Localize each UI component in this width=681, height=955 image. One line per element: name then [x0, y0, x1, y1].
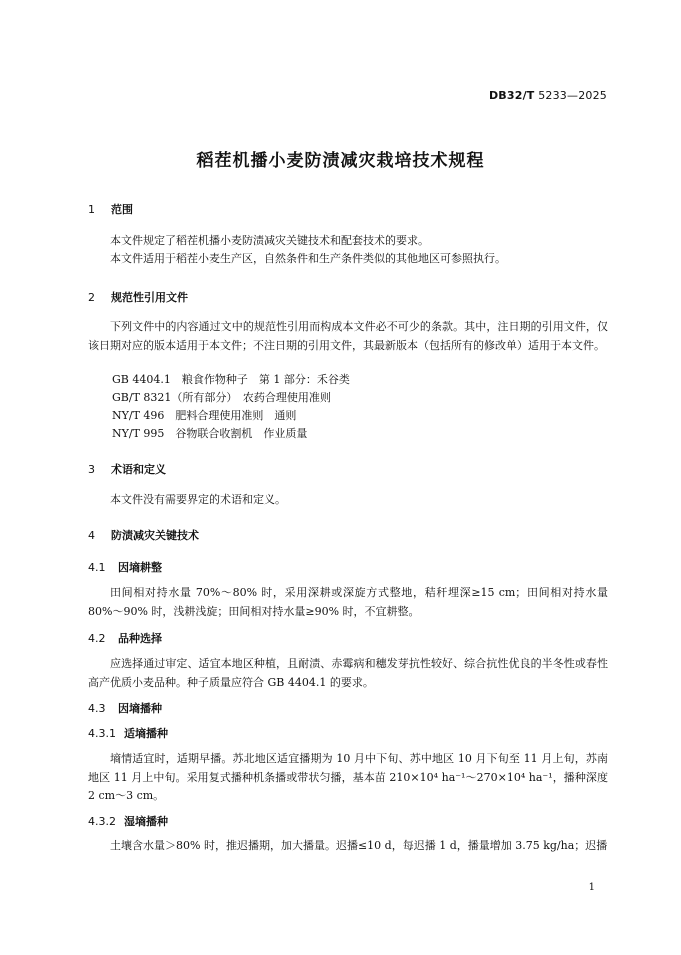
document-title: 稻茬机播小麦防渍减灾栽培技术规程	[196, 151, 485, 171]
section-1-paragraph-2: 本文件适用于稻茬小麦生产区，自然条件和生产条件类似的其他地区可参照执行。	[110, 252, 506, 265]
section-4-1-paragraph: 田间相对持水量 70%～80% 时，采用深耕或深旋方式整地，秸秆埋深≥15 cm；田间相对持水量 80%～90% 时，浅耕浅旋；田间相对持水量≥90% 时，不宜耕整。	[88, 586, 608, 618]
section-4-3-2-heading: 4.3.2 湿墒播种	[88, 815, 168, 828]
section-1-heading: 1 范围	[88, 203, 133, 216]
section-4-3-heading: 4.3 因墒播种	[88, 702, 162, 715]
section-3-paragraph: 本文件没有需要界定的术语和定义。	[110, 493, 286, 506]
standard-code: DB32/T 5233—2025	[488, 89, 607, 102]
reference-item: GB/T 8321（所有部分） 农药合理使用准则	[112, 391, 331, 404]
section-4-3-1-heading: 4.3.1 适墒播种	[88, 727, 168, 740]
reference-item: NY/T 496 肥料合理使用准则 通则	[112, 409, 297, 422]
section-4-1-heading: 4.1 因墒耕整	[88, 561, 162, 574]
reference-item: NY/T 995 谷物联合收割机 作业质量	[112, 427, 308, 440]
section-4-heading: 4 防渍减灾关键技术	[88, 529, 199, 542]
section-4-2-heading: 4.2 品种选择	[88, 632, 162, 645]
section-4-3-2-paragraph: 土壤含水量＞80% 时，推迟播期，加大播量。迟播≤10 d，每迟播 1 d，播量增加 3.75 kg/ha；迟播	[110, 839, 608, 852]
section-1-paragraph-1: 本文件规定了稻茬机播小麦防渍减灾关键技术和配套技术的要求。	[110, 234, 429, 247]
section-2-heading: 2 规范性引用文件	[88, 291, 188, 304]
reference-item: GB 4404.1 粮食作物种子 第 1 部分：禾谷类	[112, 373, 350, 386]
section-2-paragraph: 下列文件中的内容通过文中的规范性引用而构成本文件必不可少的条款。其中，注日期的引用文件，仅该日期对应的版本适用于本文件；不注日期的引用文件，其最新版本（包括所有的修改单）适用于本文件。	[88, 320, 608, 352]
section-3-heading: 3 术语和定义	[88, 463, 166, 476]
section-4-2-paragraph: 应选择通过审定、适宜本地区种植，且耐渍、赤霉病和穗发芽抗性较好、综合抗性优良的半冬性或春性高产优质小麦品种。种子质量应符合 GB 4404.1 的要求。	[88, 657, 608, 689]
section-4-3-1-paragraph: 墒情适宜时，适期早播。苏北地区适宜播期为 10 月中下旬、苏中地区 10 月下旬至 11 月上旬，苏南地区 11 月上中旬。采用复式播种机条播或带状匀播，基本苗 210×10⁴ ha⁻¹～270×10⁴ ha⁻¹，播种深度 2 cm～3 cm。	[88, 752, 608, 802]
page-number: 1	[588, 882, 595, 893]
